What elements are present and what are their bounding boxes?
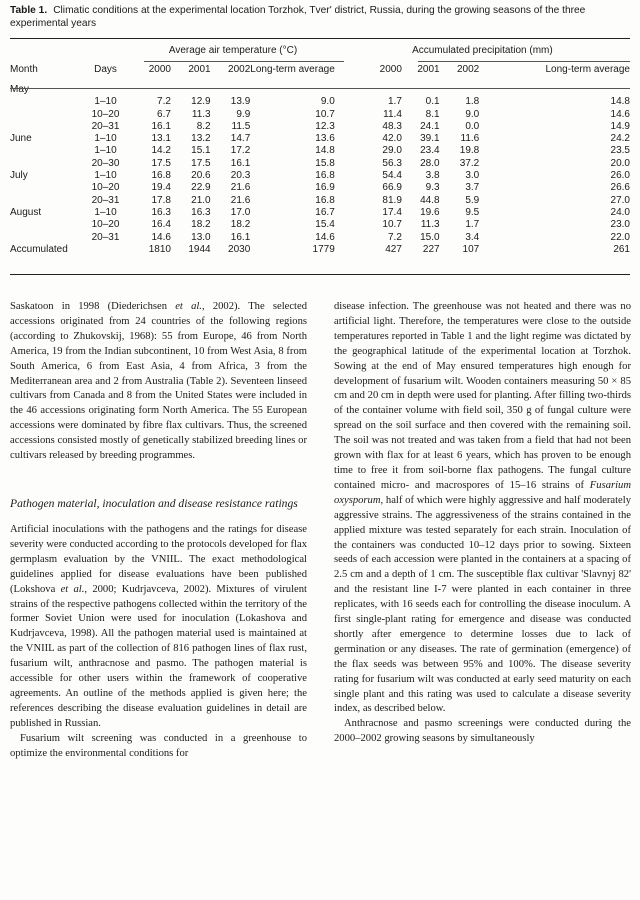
right-paragraph-2: Anthracnose and pasmo screenings were conducted during the 2000–2002 growing seasons by simultaneously	[334, 718, 631, 745]
table-cell-month	[10, 219, 80, 231]
table-cell-temp-2000: 16.8	[151, 170, 171, 182]
text-run: Saskatoon in 1998 (Diederichsen	[10, 301, 176, 312]
table-cell-precip-long-term: 27.0	[610, 194, 630, 206]
table-cell-precip-2001: 227	[422, 243, 440, 255]
text-run: , 2002). The selected accessions originated from 24 countries of the following regions (according to Zhukovskij, 1968): 55 from Europe, 46 from North America, 19 from the Indian subcontinent, 10 from West Asia, 8 from South America, 6 from East Asia, 4 from Africa, 3 from the Mediterranean area and 2 from Australia (Table 2). Seventeen linseed cultivars from Canada and 8 from the United States were included in the 46 accessions originating form North America. The 55 European accessions were dominated by fibre flax cultivars. Thus, the screened accessions consisted mostly of genetically stabilized breeding lines or cultivars released by breeding programmes.	[10, 301, 307, 462]
table-cell-temp-2000: 17.8	[151, 194, 171, 206]
table-row	[10, 170, 630, 182]
table-cell-month	[10, 158, 80, 170]
table-cell-temp-2001: 13.2	[191, 133, 211, 145]
table-row	[10, 96, 630, 108]
table-cell-precip-2000: 56.3	[382, 157, 402, 169]
table-cell-temp-2001: 12.9	[191, 96, 211, 108]
table-cell-month: May	[10, 84, 29, 95]
table-cell-precip-2001: 9.3	[425, 182, 440, 194]
table-cell-precip-2002: 19.8	[459, 145, 480, 157]
table-cell-precip-2001: 44.8	[420, 194, 440, 206]
table-row	[10, 182, 630, 194]
table-cell-temp-2001: 8.2	[196, 120, 211, 132]
table-cell-temp-2002: 18.2	[230, 219, 251, 231]
table-cell-temp-2002: 16.1	[230, 157, 251, 169]
table-cell-temp-2001: 18.2	[191, 219, 211, 231]
column-header-temp-2001: 2001	[188, 64, 211, 75]
table-cell-precip-2002: 5.9	[465, 194, 480, 206]
table-top-rule	[10, 38, 630, 39]
table-cell-month: August	[10, 206, 42, 218]
table-cell-month	[10, 182, 80, 194]
table-cell-temp-2001: 13.0	[191, 231, 211, 243]
table-cell-precip-2000: 11.4	[383, 108, 402, 120]
table-cell-precip-long-term: 23.0	[610, 219, 630, 231]
table-cell-temp-2000: 14.6	[151, 231, 171, 243]
column-header-precip-2000: 2000	[379, 64, 402, 75]
table-cell-temp-long-term: 14.8	[315, 145, 335, 157]
table-cell-precip-2001: 15.0	[420, 231, 440, 243]
table-cell-precip-2000: 29.0	[382, 145, 402, 157]
table-cell-month: June	[10, 133, 32, 145]
table-cell-days: 20–31	[91, 120, 120, 132]
table-cell-precip-2001: 24.1	[420, 120, 440, 132]
table-cell-precip-2001: 11.3	[420, 219, 440, 231]
table-cell-days: 1–10	[94, 206, 117, 218]
temperature-group-underline	[144, 61, 344, 62]
table-cell-temp-2002: 14.7	[230, 133, 251, 145]
table-cell-days: 20–31	[91, 194, 120, 206]
text-run-italic: Fusarium oxysporum	[334, 479, 631, 506]
table-cell-precip-2002: 11.6	[460, 133, 480, 145]
table-row	[10, 109, 630, 121]
left-paragraph-3: Fusarium wilt screening was conducted in a greenhouse to optimize the environmental conditions for	[10, 732, 307, 759]
table-cell-temp-2001: 1944	[188, 243, 211, 255]
table-cell-temp-2000: 19.4	[151, 182, 171, 194]
column-header-precip-2001: 2001	[417, 64, 440, 75]
climate-table	[10, 40, 630, 256]
table-cell-temp-2002: 17.0	[230, 206, 251, 218]
table-cell-temp-2001: 15.1	[191, 145, 211, 157]
table-caption-text: Climatic conditions at the experimental location Torzhok, Tver' district, Russia, during the growing seasons of the three experimental years	[10, 5, 586, 29]
table-cell-precip-long-term: 22.0	[610, 231, 630, 243]
table-cell-days: 10–20	[91, 108, 120, 120]
table-cell-precip-2000: 66.9	[382, 182, 402, 194]
table-cell-month	[10, 195, 80, 207]
table-row	[10, 207, 630, 219]
table-cell-temp-2000: 16.3	[151, 206, 171, 218]
table-cell-temp-2000: 6.7	[157, 108, 171, 120]
left-text-column	[10, 300, 307, 761]
precipitation-group-header: Accumulated precipitation (mm)	[412, 45, 553, 56]
column-header-month: Month	[10, 64, 38, 75]
text-run-italic: et al.	[60, 583, 85, 595]
table-cell-precip-2000: 7.2	[387, 231, 402, 243]
table-caption	[10, 4, 630, 30]
column-header-temp-2000: 2000	[148, 64, 171, 75]
text-run-italic: et al.	[175, 301, 202, 312]
column-header-precip-long-term: Long-term average	[545, 64, 630, 75]
table-row	[10, 133, 630, 145]
table-cell-temp-2002: 2030	[228, 243, 251, 255]
table-cell-temp-2002: 21.6	[230, 182, 251, 194]
table-cell-temp-2000: 16.4	[151, 219, 171, 231]
table-cell-precip-2002: 3.0	[465, 170, 480, 182]
table-cell-temp-2002: 17.2	[230, 145, 251, 157]
text-run: Artificial inoculations with the pathogens and the ratings for disease severity were conducted according to the protocols developed for flax germplasm evaluation by the VNIIL. The exact methodological guidelines applied for disease evaluations have been published (Lokshova	[10, 523, 307, 595]
table-cell-precip-2001: 0.1	[425, 96, 440, 108]
table-cell-temp-long-term: 15.4	[315, 219, 335, 231]
column-header-days: Days	[94, 64, 117, 75]
table-cell-precip-2001: 19.6	[420, 206, 440, 218]
table-cell-temp-long-term: 1779	[312, 243, 335, 255]
header-bottom-rule	[10, 88, 630, 89]
table-cell-temp-2000: 13.1	[151, 133, 171, 145]
table-cell-days: 1–10	[94, 133, 117, 145]
table-cell-precip-2000: 1.7	[387, 96, 402, 108]
table-cell-precip-2001: 3.8	[425, 170, 440, 182]
table-cell-precip-2000: 10.7	[382, 219, 402, 231]
table-cell-month	[10, 121, 80, 133]
table-cell-precip-long-term: 14.9	[610, 120, 630, 132]
column-header-temp-long-term: Long-term average	[250, 64, 335, 75]
table-cell-precip-2000: 48.3	[382, 120, 402, 132]
table-cell-days: 10–20	[91, 182, 120, 194]
table-cell-precip-2002: 9.0	[465, 108, 480, 120]
table-cell-temp-2001: 20.6	[191, 170, 211, 182]
table-cell-month	[10, 96, 80, 108]
table-cell-precip-2002: 3.4	[465, 231, 480, 243]
section-heading: Pathogen material, inoculation and disease resistance ratings	[10, 496, 298, 510]
table-cell-days	[80, 244, 132, 256]
table-cell-temp-2002: 20.3	[230, 170, 251, 182]
table-cell-temp-2000: 16.1	[151, 120, 171, 132]
right-text-column	[334, 300, 631, 747]
table-cell-month	[10, 109, 80, 121]
table-row	[10, 195, 630, 207]
table-cell-precip-2000: 42.0	[382, 133, 402, 145]
table-row	[10, 158, 630, 170]
table-row	[10, 145, 630, 157]
table-cell-precip-long-term: 24.0	[610, 206, 630, 218]
table-cell-precip-2000: 427	[385, 243, 402, 255]
table-body	[10, 78, 630, 256]
table-cell-temp-2000: 14.2	[151, 145, 171, 157]
table-cell-precip-long-term: 14.8	[610, 96, 630, 108]
table-row	[10, 232, 630, 244]
table-cell-days: 10–20	[91, 219, 120, 231]
column-header-row	[10, 62, 630, 78]
table-cell-days: 1–10	[94, 145, 117, 157]
table-cell-precip-2002: 37.2	[459, 157, 480, 169]
table-cell-temp-2002: 21.6	[230, 194, 251, 206]
text-run: , 2000; Kudrjavceva, 2002). Mixtures of virulent strains of the respective pathogens collected within the territory of the former Soviet Union were used for inoculation (Lokashova and Kudrjavceva, 1998). All the pathogen material used is maintained at the VNIIL as part of the collection of 816 pathogen lines of flax rust, fusarium wilt, anthracnose and pasmo. The pathogen material is accessible for other users within the framework of cooperative agreements. An outline of the methods applied is given here; the references describing the disease evaluation guidelines in detail are published in Russian.	[10, 583, 307, 729]
table-cell-precip-2001: 39.1	[420, 133, 440, 145]
table-cell-month: July	[10, 170, 28, 182]
table-cell-temp-2000: 17.5	[151, 157, 171, 169]
table-cell-precip-2002: 1.7	[465, 219, 480, 231]
table-cell-temp-2002: 9.9	[236, 108, 251, 120]
table-cell-precip-long-term: 24.2	[610, 133, 630, 145]
table-cell-temp-2002: 11.5	[231, 120, 251, 132]
table-cell-precip-long-term: 26.0	[610, 170, 630, 182]
table-cell-temp-2001: 16.3	[191, 206, 211, 218]
table-cell-temp-long-term: 14.6	[315, 231, 335, 243]
table-cell-days: 1–10	[94, 96, 117, 108]
table-cell-temp-long-term: 9.0	[320, 96, 335, 108]
table-cell-temp-2000: 7.2	[157, 96, 171, 108]
table-cell-temp-long-term: 12.3	[315, 120, 335, 132]
table-cell-precip-long-term: 261	[613, 243, 630, 255]
table-cell-precip-2001: 8.1	[425, 108, 440, 120]
table-row	[10, 219, 630, 231]
table-cell-precip-long-term: 14.6	[610, 108, 630, 120]
text-run: disease infection. The greenhouse was not heated and there was no artificial light. Therefore, the temperatures were close to the outside temperatures reported in Table 1 and the light regime was dictated by the geographical latitude of the experimental location at Torzhok. Sowing at the end of May ensured temperatures high enough for development of fusarium wilt. Wooden containers measuring 50 × 85 cm and 20 cm in depth were used for planting. After filling two-thirds of the container volume with field soil, 350 g of fungal culture were spread on the soil surface and then covered with the remaining soil. The soil was not treated and was taken from a field that had not been grown with flax for at least 6 years, which has proven to be enough time to free it from soil-borne flax pathogens. The fungal culture contained micro- and macrospores of 15–16 strains of	[334, 301, 631, 491]
precipitation-group-underline	[418, 61, 630, 62]
table-row	[10, 121, 630, 133]
table-cell-temp-long-term: 13.6	[315, 133, 335, 145]
table-cell-temp-long-term: 10.7	[315, 108, 335, 120]
temperature-group-header: Average air temperature (°C)	[168, 45, 298, 56]
table-cell-temp-2000: 1810	[148, 243, 171, 255]
table-cell-precip-2002: 107	[462, 243, 480, 255]
table-cell-temp-2001: 22.9	[191, 182, 211, 194]
table-cell-temp-2001: 11.3	[191, 108, 211, 120]
table-cell-temp-2002: 13.9	[230, 96, 251, 108]
table-cell-temp-long-term: 16.8	[315, 194, 335, 206]
text-run: , half of which were highly aggressive and half moderately aggressive strains. The aggressiveness of the strains contained in the applied mixture was tested separately for each strain. Inoculation of the containers was conducted 10–12 days prior to sowing. Sixteen seeds of each accession were planted in the containers at a spacing of 2.5 cm and a depth of 1 cm. The susceptible flax cultivar 'Slavnyj 82' and the resistant line I-7 were planted in each container in three replicates, with 16 seeds each for controlling the disease inoculum. A first single-plant rating for emergence and disease was conducted shortly after emergence to determine losses due to lack of germination or any diseases. The rate of germination (emergence) of the flax seeds was between 95% and 100%. The disease severity rating for fusarium wilt was conducted at early seed maturity on each single plant and this rating was used to calculate a disease severity index, as described below.	[334, 494, 631, 715]
table-caption-label: Table 1.	[10, 5, 48, 16]
column-header-temp-2002: 2002	[228, 64, 251, 75]
left-paragraph-1	[10, 300, 307, 464]
left-paragraph-2	[10, 523, 307, 732]
table-cell-days: 1–10	[94, 170, 117, 182]
table-cell-precip-2000: 54.4	[382, 170, 402, 182]
table-cell-precip-long-term: 20.0	[610, 157, 630, 169]
right-paragraph-1	[334, 300, 631, 717]
table-cell-days: 20–31	[91, 231, 120, 243]
table-cell-precip-2002: 9.5	[465, 206, 480, 218]
table-cell-precip-long-term: 23.5	[610, 145, 630, 157]
table-cell-precip-2000: 81.9	[382, 194, 402, 206]
column-header-precip-2002: 2002	[456, 64, 480, 75]
table-cell-days: 20–30	[91, 157, 120, 169]
table-cell-temp-long-term: 15.8	[315, 157, 335, 169]
table-cell-month	[10, 232, 80, 244]
table-cell-precip-2002: 0.0	[465, 120, 480, 132]
table-row	[10, 244, 630, 256]
table-cell-temp-2002: 16.1	[230, 231, 251, 243]
table-cell-temp-long-term: 16.7	[315, 206, 335, 218]
table-cell-month: Accumulated	[10, 243, 68, 255]
table-cell-temp-long-term: 16.9	[315, 182, 335, 194]
table-bottom-rule	[10, 274, 630, 275]
table-cell-month	[10, 145, 80, 157]
table-cell-precip-2001: 28.0	[420, 157, 440, 169]
table-cell-precip-2000: 17.4	[382, 206, 402, 218]
table-cell-temp-2001: 21.0	[191, 194, 211, 206]
table-cell-precip-2002: 3.7	[465, 182, 480, 194]
table-cell-precip-2002: 1.8	[465, 96, 480, 108]
table-cell-temp-long-term: 16.8	[315, 170, 335, 182]
table-cell-precip-long-term: 26.6	[610, 182, 630, 194]
table-cell-temp-2001: 17.5	[191, 157, 211, 169]
table-cell-precip-2001: 23.4	[420, 145, 440, 157]
